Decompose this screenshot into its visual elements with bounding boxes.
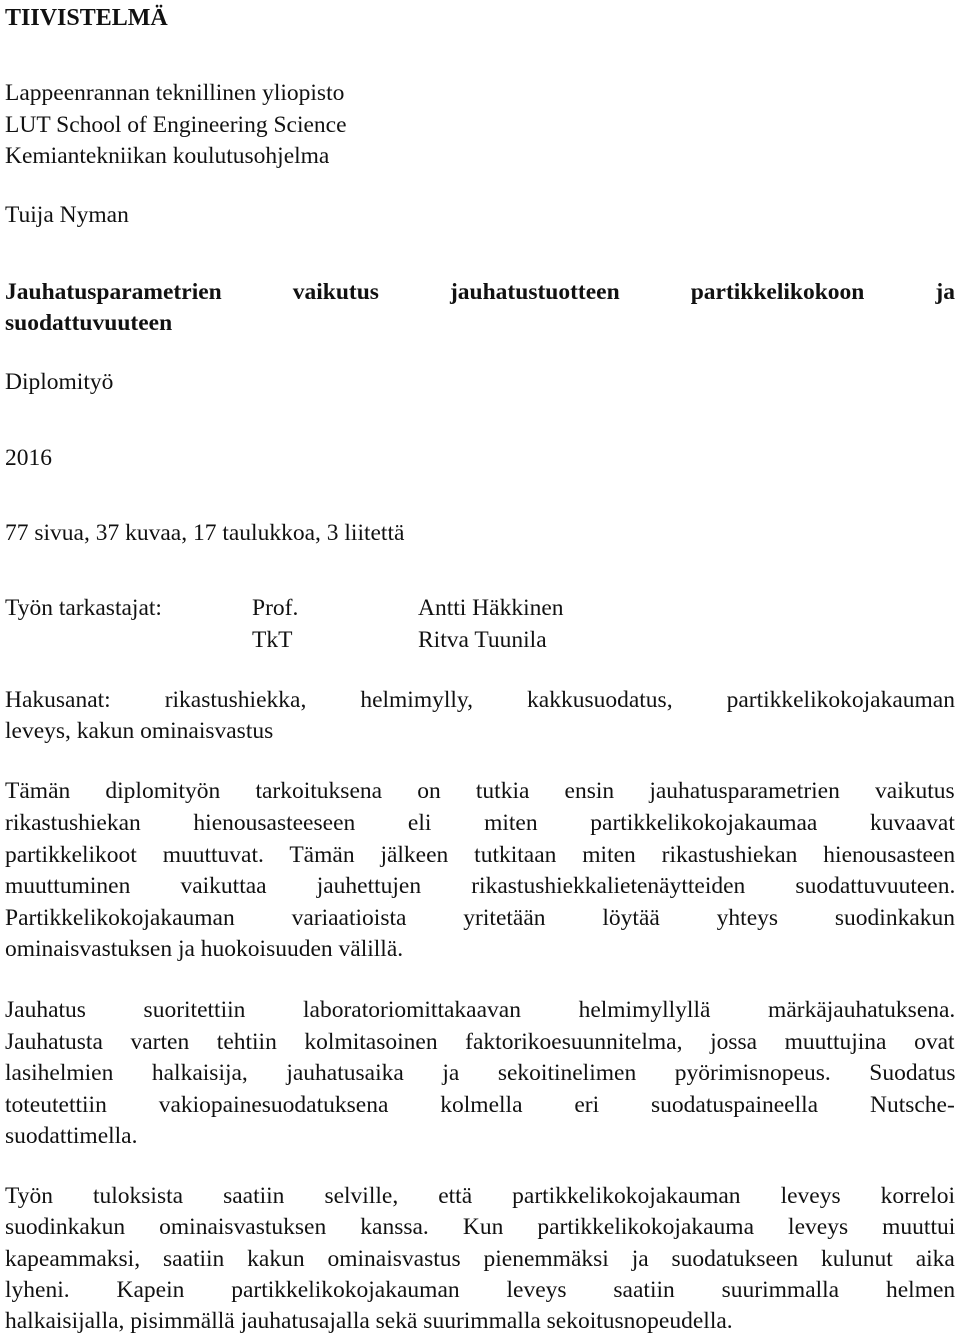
- keywords-line-1: [5, 685, 955, 715]
- paragraph-line: kapeammaksi, saatiin kakun ominaisvastus pienemmäksi ja suodatukseen kulunut aika: [5, 1246, 955, 1272]
- title-word: partikkelikokoon: [690, 279, 865, 305]
- reviewer-title: TkT: [252, 627, 293, 653]
- keywords-label: Hakusanat:: [5, 687, 111, 713]
- keywords-line-2: leveys, kakun ominaisvastus: [5, 718, 274, 744]
- reviewers-label: Työn tarkastajat:: [5, 595, 162, 621]
- keyword: helmimylly,: [360, 687, 474, 713]
- paragraph-line: ominaisvastuksen ja huokoisuuden välillä.: [5, 936, 404, 962]
- paragraph-line: suodinkakun ominaisvastuksen kanssa. Kun partikkelikokojakauma leveys muuttui: [5, 1214, 956, 1240]
- keyword: partikkelikokojakauman: [726, 687, 955, 713]
- paragraph-line: Tämän diplomityön tarkoituksena on tutkia ensin jauhatusparametrien vaikutus: [5, 778, 955, 804]
- title-word: ja: [935, 279, 955, 305]
- reviewer-name: Antti Häkkinen: [418, 595, 564, 621]
- paragraph-line: muuttuminen vaikuttaa jauhettujen rikastushiekkalietenäytteiden suodattuvuuteen.: [5, 873, 956, 899]
- reviewer-name: Ritva Tuunila: [418, 627, 547, 653]
- school-name: LUT School of Engineering Science: [5, 112, 347, 138]
- paragraph-line: Jauhatusta varten tehtiin kolmitasoinen faktorikoesuunnitelma, jossa muuttujina ovat: [5, 1029, 955, 1055]
- title-word: jauhatustuotteen: [449, 279, 620, 305]
- thesis-title-line-2: suodattuvuuteen: [5, 310, 173, 336]
- pages-info: 77 sivua, 37 kuvaa, 17 taulukkoa, 3 liitettä: [5, 520, 405, 546]
- keyword: kakkusuodatus,: [527, 687, 673, 713]
- paragraph-line: lyheni. Kapein partikkelikokojakauman leveys saatiin suurimmalla helmen: [5, 1277, 956, 1303]
- paragraph-line: Partikkelikokojakauman variaatioista yritetään löytää yhteys suodinkakun: [5, 905, 956, 931]
- paragraph-line: lasihelmien halkaisija, jauhatusaika ja sekoitinelimen pyörimisnopeus. Suodatus: [5, 1060, 956, 1086]
- degree-programme: Kemiantekniikan koulutusohjelma: [5, 143, 330, 169]
- title-word: Jauhatusparametrien: [5, 279, 222, 305]
- reviewer-row: [0, 625, 960, 655]
- paragraph-line: halkaisijalla, pisimmällä jauhatusajalla sekä suurimmalla sekoitusnopeudella.: [5, 1308, 733, 1334]
- thesis-type: Diplomityö: [5, 369, 114, 395]
- year: 2016: [5, 445, 52, 471]
- author-name: Tuija Nyman: [5, 202, 129, 228]
- paragraph-line: toteutettiin vakiopainesuodatuksena kolmella eri suodatuspaineella Nutsche-: [5, 1092, 955, 1118]
- keyword: rikastushiekka,: [164, 687, 307, 713]
- title-word: vaikutus: [292, 279, 379, 305]
- paragraph-line: Jauhatus suoritettiin laboratoriomittakaavan helmimyllyllä märkäjauhatuksena.: [5, 997, 956, 1023]
- paragraph-line: suodattimella.: [5, 1123, 138, 1149]
- page-title: TIIVISTELMÄ: [5, 5, 168, 31]
- thesis-title-line-1: [5, 277, 955, 307]
- paragraph-line: Työn tuloksista saatiin selville, että partikkelikokojakauman leveys korreloi: [5, 1183, 956, 1209]
- reviewer-title: Prof.: [252, 595, 299, 621]
- paragraph-line: partikkelikoot muuttuvat. Tämän jälkeen tutkitaan miten rikastushiekan hienousasteen: [5, 842, 956, 868]
- reviewer-row: [0, 593, 960, 623]
- university-name: Lappeenrannan teknillinen yliopisto: [5, 80, 345, 106]
- paragraph-line: rikastushiekan hienousasteeseen eli miten partikkelikokojakaumaa kuvaavat: [5, 810, 955, 836]
